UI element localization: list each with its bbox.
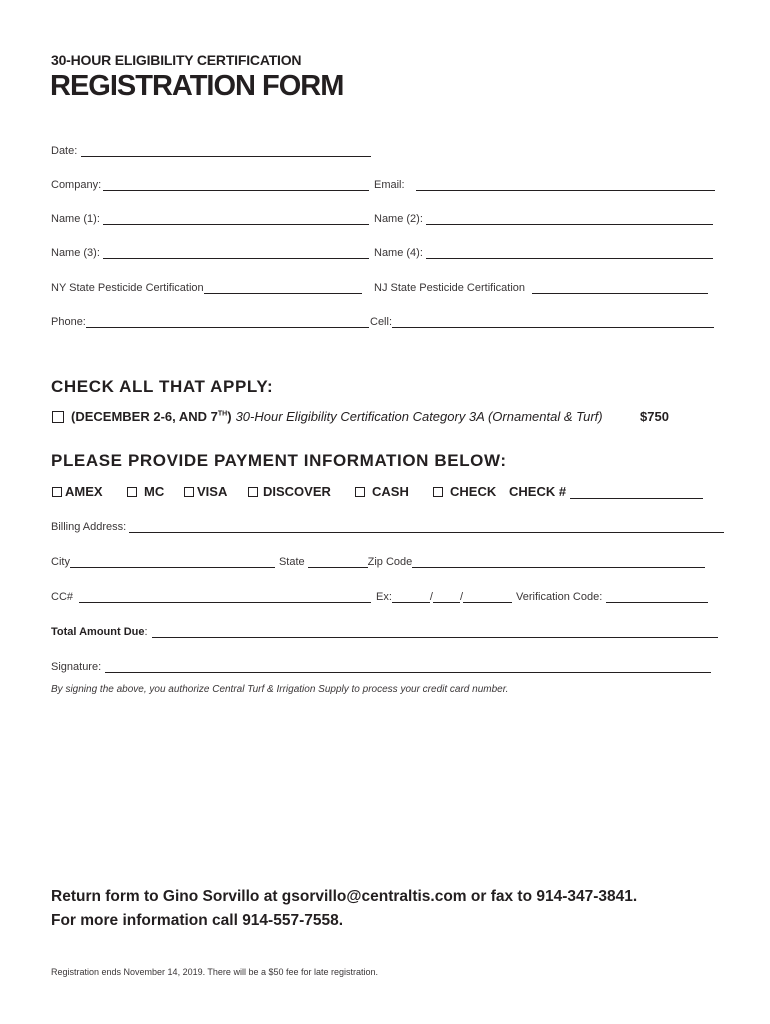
name1-field[interactable]: [103, 215, 369, 225]
ny-cert-label: NY State Pesticide Certification: [51, 282, 204, 294]
discover-label: DISCOVER: [263, 484, 331, 499]
check-label: CHECK: [450, 484, 497, 499]
city-state-zip-row: [51, 554, 705, 568]
name1-row: [51, 211, 369, 225]
ny-cert-row: [51, 280, 362, 294]
nj-cert-label: NJ State Pesticide Certification: [374, 282, 526, 294]
visa-label: VISA: [197, 484, 228, 499]
name4-field[interactable]: [426, 249, 713, 259]
email-field[interactable]: [416, 181, 715, 191]
cc-row: [51, 589, 708, 603]
email-label: Email:: [374, 179, 405, 191]
course-price: $750: [640, 409, 669, 424]
amex-option[interactable]: [52, 484, 103, 499]
expiry-label: Ex:: [376, 591, 392, 603]
name2-row: [374, 211, 713, 225]
visa-option[interactable]: [184, 484, 227, 499]
ny-cert-field[interactable]: [204, 284, 362, 294]
expiry-slash-2: /: [459, 591, 464, 603]
billing-address-field[interactable]: [129, 523, 724, 533]
cell-label: Cell:: [370, 316, 393, 328]
date-row: [51, 143, 371, 157]
check-checkbox[interactable]: [433, 487, 443, 497]
verification-code-field[interactable]: [606, 593, 708, 603]
name3-field[interactable]: [103, 249, 369, 259]
discover-option[interactable]: [248, 484, 331, 499]
email-row: [374, 177, 715, 191]
cash-option[interactable]: [355, 484, 409, 499]
cash-checkbox[interactable]: [355, 487, 365, 497]
billing-row: [51, 519, 724, 533]
city-label: City: [51, 556, 70, 568]
name2-field[interactable]: [426, 215, 713, 225]
name3-label: Name (3):: [51, 247, 100, 259]
expiry-day-field[interactable]: [433, 593, 460, 603]
date-label: Date:: [51, 145, 78, 157]
total-label: Total Amount Due: [51, 626, 145, 638]
check-option[interactable]: [433, 484, 496, 499]
check-number-label: CHECK #: [509, 484, 567, 499]
check-number-option: [509, 484, 703, 499]
date-field[interactable]: [81, 147, 371, 157]
signature-row: [51, 659, 711, 673]
name3-row: [51, 245, 369, 259]
course-checkbox[interactable]: [52, 411, 64, 423]
mc-checkbox[interactable]: [127, 487, 137, 497]
amex-checkbox[interactable]: [52, 487, 62, 497]
company-label: Company:: [51, 179, 102, 191]
total-colon: :: [144, 626, 148, 638]
verification-label: Verification Code:: [516, 591, 603, 603]
amex-label: AMEX: [65, 484, 103, 499]
nj-cert-field[interactable]: [532, 284, 708, 294]
total-amount-field[interactable]: [152, 628, 718, 638]
payment-heading: PLEASE PROVIDE PAYMENT INFORMATION BELOW:: [51, 451, 507, 470]
phone-row: [51, 314, 369, 328]
name1-label: Name (1):: [51, 213, 100, 225]
company-field[interactable]: [103, 181, 369, 191]
expiry-month-field[interactable]: [392, 593, 430, 603]
billing-label: Billing Address:: [51, 521, 127, 533]
info-phone: For more information call 914-557-7558.: [51, 912, 344, 929]
zip-field[interactable]: [412, 558, 705, 568]
cell-field[interactable]: [392, 318, 714, 328]
cc-label: CC#: [51, 591, 74, 603]
cell-row: [370, 314, 714, 328]
form-title: REGISTRATION FORM: [50, 70, 344, 102]
state-field[interactable]: [308, 558, 368, 568]
city-field[interactable]: [70, 558, 275, 568]
cc-number-field[interactable]: [79, 593, 371, 603]
course-dates: (DECEMBER 2-6, AND 7TH): [71, 409, 232, 424]
form-subtitle: 30-HOUR ELIGIBILITY CERTIFICATION: [51, 52, 302, 68]
name2-label: Name (2):: [374, 213, 423, 225]
total-row: [51, 624, 718, 638]
expiry-slash-1: /: [429, 591, 433, 603]
signature-field[interactable]: [105, 663, 711, 673]
phone-field[interactable]: [86, 318, 369, 328]
check-all-heading: CHECK ALL THAT APPLY:: [51, 377, 274, 396]
return-instructions: Return form to Gino Sorvillo at gsorvillo@centraltis.com or fax to 914-347-3841.: [51, 888, 638, 905]
course-option: [52, 409, 603, 424]
authorization-note: By signing the above, you authorize Central Turf & Irrigation Supply to process your credit card number.: [51, 684, 509, 695]
visa-checkbox[interactable]: [184, 487, 194, 497]
company-row: [51, 177, 369, 191]
name4-row: [374, 245, 713, 259]
expiry-year-field[interactable]: [463, 593, 512, 603]
state-label: State: [278, 556, 305, 568]
discover-checkbox[interactable]: [248, 487, 258, 497]
nj-cert-row: [374, 280, 708, 294]
course-description: 30-Hour Eligibility Certification Category 3A (Ornamental & Turf): [235, 409, 603, 424]
check-number-field[interactable]: [570, 487, 703, 499]
zip-label: Zip Code: [367, 556, 413, 568]
phone-label: Phone:: [51, 316, 86, 328]
mc-label: MC: [144, 484, 165, 499]
mc-option[interactable]: [127, 484, 164, 499]
name4-label: Name (4):: [374, 247, 423, 259]
cash-label: CASH: [372, 484, 409, 499]
registration-deadline: Registration ends November 14, 2019. There will be a $50 fee for late registration.: [51, 967, 379, 977]
signature-label: Signature:: [51, 661, 102, 673]
